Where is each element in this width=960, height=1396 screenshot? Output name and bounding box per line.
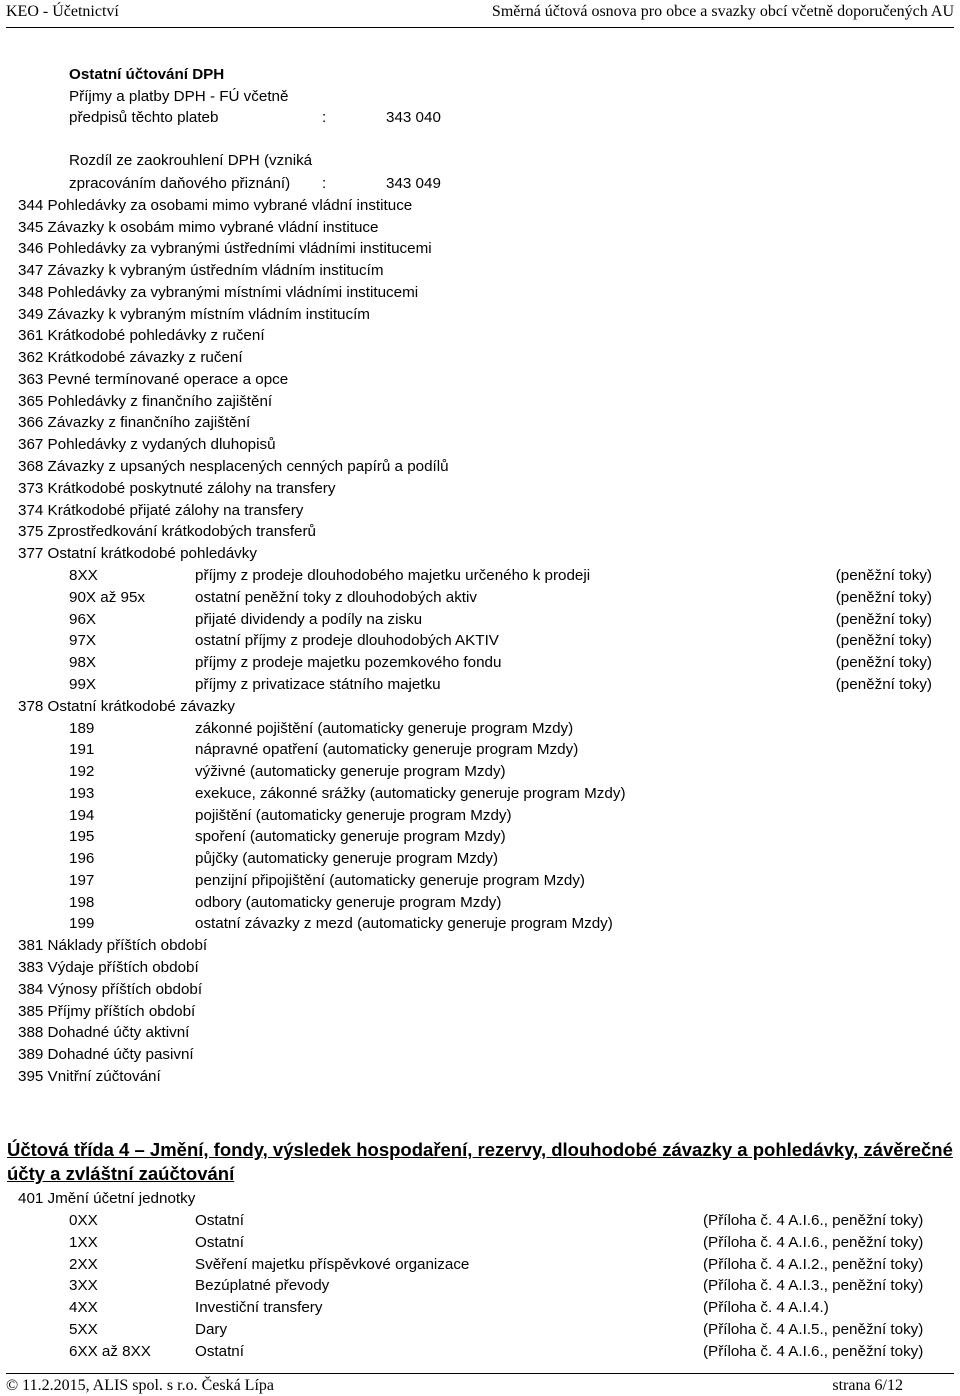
sub-code: 99X [69,676,97,693]
sub-code: 96X [69,611,97,628]
account-line: 385 Příjmy příštích období [18,1003,196,1020]
account-line: 348 Pohledávky za vybranými místními vládními institucemi [18,284,419,301]
sub-text: ostatní peněžní toky z dlouhodobých aktiv [195,589,477,606]
vat-account-2: 343 049 [386,175,441,192]
sub-text: Ostatní [195,1234,244,1251]
sub-text: zákonné pojištění (automaticky generuje program Mzdy) [195,720,574,737]
sub-note: (Příloha č. 4 A.I.6., peněžní toky) [703,1212,924,1229]
sub-text: nápravné opatření (automaticky generuje program Mzdy) [195,741,579,758]
sub-text: Svěření majetku příspěvkové organizace [195,1256,470,1273]
page-footer [6,1373,954,1396]
sub-note: (Příloha č. 4 A.I.6., peněžní toky) [703,1234,924,1251]
sub-text: Ostatní [195,1343,244,1360]
vat-account-1: 343 040 [386,109,441,126]
account-line: 344 Pohledávky za osobami mimo vybrané vládní instituce [18,197,413,214]
account-line: 389 Dohadné účty pasivní [18,1046,194,1063]
section-4-title: Účtová třída 4 – Jmění, fondy, výsledek hospodaření, rezervy, dlouhodobé závazky a pohledávky, závěrečné účty a zvláštní zaúčtování [7,1139,953,1184]
sub-code: 194 [69,807,95,824]
account-line: 373 Krátkodobé poskytnuté zálohy na transfery [18,480,336,497]
sub-text: ostatní příjmy z prodeje dlouhodobých AKTIV [195,632,499,649]
account-line: 347 Závazky k vybraným ústředním vládním institucím [18,262,384,279]
vat-colon-2: : [322,175,327,192]
account-line: 366 Závazky z finančního zajištění [18,414,251,431]
sub-note: (peněžní toky) [835,632,932,649]
account-line: 365 Pohledávky z finančního zajištění [18,393,273,410]
sub-note: (Příloha č. 4 A.I.6., peněžní toky) [703,1343,924,1360]
sub-text: Ostatní [195,1212,244,1229]
account-line: 384 Výnosy příštích období [18,981,203,998]
header-left-title: KEO - Účetnictví [6,3,119,20]
footer-left-text: 11.2.2015, ALIS spol. s r.o. Česká Lípa [22,1377,274,1394]
sub-code: 191 [69,741,95,758]
sub-code: 189 [69,720,95,737]
sub-text: příjmy z privatizace státního majetku [195,676,441,693]
account-line: 375 Zprostředkování krátkodobých transferů [18,523,317,540]
sub-note: (peněžní toky) [835,654,932,671]
sub-code: 4XX [69,1299,98,1316]
account-line: 345 Závazky k osobám mimo vybrané vládní instituce [18,219,379,236]
sub-code: 1XX [69,1234,98,1251]
account-line: 383 Výdaje příštích období [18,959,199,976]
sub-code: 196 [69,850,95,867]
account-line: 349 Závazky k vybraným místním vládním institucím [18,306,370,323]
sub-code: 195 [69,828,95,845]
sub-note: (Příloha č. 4 A.I.2., peněžní toky) [703,1256,924,1273]
sub-text: Dary [195,1321,228,1338]
sub-text: výživné (automaticky generuje program Mzdy) [195,763,506,780]
sub-text: penzijní připojištění (automaticky generuje program Mzdy) [195,872,585,889]
sub-text: příjmy z prodeje dlouhodobého majetku určeného k prodeji [195,567,591,584]
account-line: 395 Vnitřní zúčtování [18,1068,161,1085]
sub-note: (peněžní toky) [835,589,932,606]
account-line: 361 Krátkodobé pohledávky z ručení [18,327,265,344]
vat-section-title: Ostatní účtování DPH [69,66,225,83]
sub-code: 0XX [69,1212,98,1229]
sub-code: 198 [69,894,95,911]
sub-note: (Příloha č. 4 A.I.3., peněžní toky) [703,1277,924,1294]
sub-text: pojištění (automaticky generuje program Mzdy) [195,807,512,824]
account-line: 401 Jmění účetní jednotky [18,1190,196,1207]
account-line: 368 Závazky z upsaných nesplacených cenných papírů a podílů [18,458,449,475]
sub-note: (Příloha č. 4 A.I.4.) [703,1299,829,1316]
vat-line-1: Příjmy a platby DPH - FÚ včetně [69,88,289,105]
sub-code: 8XX [69,567,98,584]
sub-text: spoření (automaticky generuje program Mzdy) [195,828,506,845]
sub-text: exekuce, zákonné srážky (automaticky generuje program Mzdy) [195,785,626,802]
sub-code: 199 [69,915,95,932]
account-line: 388 Dohadné účty aktivní [18,1024,190,1041]
sub-code: 98X [69,654,97,671]
sub-text: odbory (automaticky generuje program Mzdy) [195,894,502,911]
sub-text: Bezúplatné převody [195,1277,330,1294]
header-right-title: Směrná účtová osnova pro obce a svazky obcí včetně doporučených AU [491,3,954,20]
account-line: 377 Ostatní krátkodobé pohledávky [18,545,257,562]
vat-colon-1: : [322,109,327,126]
sub-text: příjmy z prodeje majetku pozemkového fondu [195,654,502,671]
vat-line-4: zpracováním daňového přiznání) [69,175,291,192]
sub-note: (peněžní toky) [835,567,932,584]
sub-text: ostatní závazky z mezd (automaticky generuje program Mzdy) [195,915,613,932]
account-line: 381 Náklady příštích období [18,937,208,954]
sub-code: 97X [69,632,97,649]
sub-note: (peněžní toky) [835,611,932,628]
sub-code: 192 [69,763,95,780]
sub-text: přijaté dividendy a podíly na zisku [195,611,423,628]
sub-text: Investiční transfery [195,1299,323,1316]
sub-note: (Příloha č. 4 A.I.5., peněžní toky) [703,1321,924,1338]
footer-left [6,1377,274,1395]
account-line: 378 Ostatní krátkodobé závazky [18,698,235,715]
account-line: 374 Krátkodobé přijaté zálohy na transfery [18,502,304,519]
sub-note: (peněžní toky) [835,676,932,693]
account-line: 346 Pohledávky za vybranými ústředními vládními institucemi [18,240,432,257]
account-line: 362 Krátkodobé závazky z ručení [18,349,243,366]
footer-page-number: strana 6/12 [832,1377,903,1394]
vat-line-3: Rozdíl ze zaokrouhlení DPH (vzniká [69,152,313,169]
sub-code: 90X až 95x [69,589,145,606]
sub-code: 6XX až 8XX [69,1343,151,1360]
copyright-icon: © [6,1377,19,1394]
account-line: 363 Pevné termínované operace a opce [18,371,289,388]
page-header [6,0,954,28]
sub-code: 3XX [69,1277,98,1294]
vat-line-2: předpisů těchto plateb [69,109,219,126]
account-line: 367 Pohledávky z vydaných dluhopisů [18,436,276,453]
sub-code: 2XX [69,1256,98,1273]
sub-code: 197 [69,872,95,889]
sub-text: půjčky (automaticky generuje program Mzdy) [195,850,499,867]
sub-code: 193 [69,785,95,802]
sub-code: 5XX [69,1321,98,1338]
